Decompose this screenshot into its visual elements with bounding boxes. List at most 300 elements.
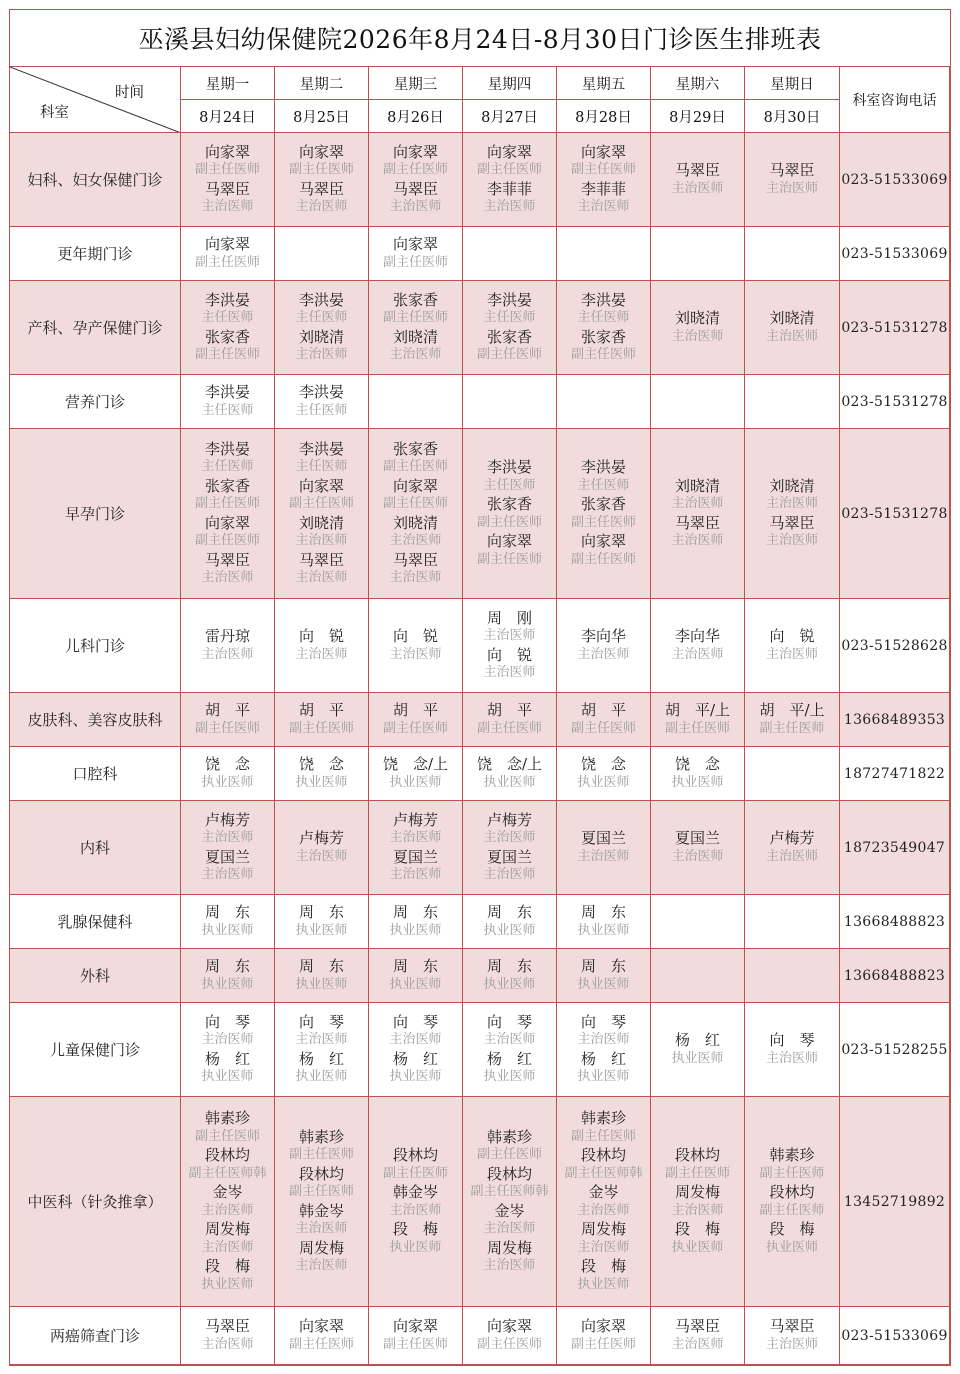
doctor-title: 执业医师 — [577, 774, 630, 790]
doctor-title: 主治医师 — [389, 199, 442, 214]
department-name: 口腔科 — [72, 765, 118, 783]
department-cell — [10, 227, 181, 281]
doctor-name: 雷丹琼 — [204, 627, 250, 645]
doctor-name: 杨 红 — [674, 1031, 720, 1049]
schedule-cell — [275, 693, 369, 747]
schedule-cell — [463, 375, 557, 429]
doctor-title: 副主任医师 — [759, 1165, 825, 1181]
phone-cell — [840, 133, 950, 227]
doctor-name: 李洪晏 — [204, 290, 250, 309]
schedule-cell — [275, 133, 369, 227]
weekday-header — [463, 67, 557, 100]
doctor-name: 向 琴 — [298, 1012, 344, 1031]
doctor-name: 杨 红 — [392, 1049, 438, 1068]
doctor-title: 主治医师 — [765, 180, 818, 196]
phone-cell — [840, 281, 950, 375]
doctor-name: 胡 平 — [486, 701, 532, 719]
schedule-cell — [463, 1097, 557, 1307]
doctor-title: 主治医师 — [201, 1202, 254, 1218]
doctor-title: 副主任医师 — [288, 496, 354, 511]
doctor-title: 执业医师 — [483, 774, 536, 790]
doctor-name: 周 东 — [204, 903, 250, 921]
doctor-title: 副主任医师 — [759, 720, 825, 736]
doctor-name: 韩金岑 — [392, 1183, 438, 1201]
schedule-cell — [651, 281, 745, 375]
doctor-name: 杨 红 — [580, 1049, 626, 1068]
doctor-title: 主治医师 — [201, 199, 254, 214]
schedule-cell — [463, 1003, 557, 1097]
doctor-name: 周 刚 — [486, 608, 532, 627]
phone-cell — [840, 1097, 950, 1307]
schedule-cell — [181, 1307, 275, 1365]
schedule-cell — [557, 747, 651, 801]
doctor-name: 韩素珍 — [580, 1109, 626, 1127]
doctor-title: 执业医师 — [295, 922, 348, 938]
phone-cell — [840, 375, 950, 429]
doctor-title: 副主任医师韩 — [188, 1165, 267, 1181]
doctor-title: 主治医师 — [295, 1032, 348, 1047]
schedule-cell — [463, 227, 557, 281]
doctor-title: 主治医师 — [389, 867, 442, 882]
schedule-cell — [557, 429, 651, 599]
schedule-cell — [369, 429, 463, 599]
schedule-cell — [275, 281, 369, 375]
schedule-cell — [745, 429, 840, 599]
phone-cell — [840, 429, 950, 599]
weekday-header — [181, 67, 275, 100]
department-name: 妇科、妇女保健门诊 — [27, 171, 163, 189]
doctor-name: 饶 念 — [298, 755, 344, 773]
doctor-title: 主治医师 — [201, 570, 254, 585]
department-cell — [10, 1097, 181, 1307]
doctor-title: 执业医师 — [483, 922, 536, 938]
schedule-cell — [745, 895, 840, 949]
phone-number: 13452719892 — [843, 1193, 946, 1210]
doctor-title: 执业医师 — [577, 1069, 630, 1084]
doctor-name: 韩素珍 — [298, 1127, 344, 1146]
doctor-title: 副主任医师 — [476, 162, 542, 177]
department-name: 儿科门诊 — [64, 637, 125, 655]
doctor-name: 向家翠 — [580, 142, 626, 161]
department-cell — [10, 281, 181, 375]
doctor-title: 副主任医师 — [382, 162, 448, 177]
date-header — [463, 100, 557, 133]
doctor-title: 主治医师 — [483, 665, 536, 680]
doctor-name: 李向华 — [580, 627, 626, 645]
schedule-cell — [275, 1003, 369, 1097]
doctor-title: 主治医师 — [765, 328, 818, 344]
doctor-name: 饶 念 — [580, 755, 626, 773]
schedule-cell — [651, 949, 745, 1003]
doctor-title: 主任医师 — [483, 310, 536, 325]
schedule-cell — [651, 801, 745, 895]
date-header — [557, 100, 651, 133]
doctor-title: 主治医师 — [671, 848, 724, 864]
doctor-title: 主任医师 — [295, 310, 348, 325]
doctor-name: 向家翠 — [392, 476, 438, 495]
schedule-cell — [745, 693, 840, 747]
doctor-name: 周 东 — [298, 957, 344, 975]
doctor-name: 李洪晏 — [298, 383, 344, 401]
doctor-name: 马翠臣 — [769, 1317, 815, 1335]
department-cell — [10, 375, 181, 429]
doctor-name: 卢梅芳 — [392, 810, 438, 829]
date-label: 8月28日 — [575, 109, 632, 126]
date-label: 8月25日 — [293, 109, 350, 126]
doctor-name: 周 东 — [204, 957, 250, 975]
doctor-title: 主治医师 — [483, 1258, 536, 1273]
doctor-title: 主治医师 — [483, 199, 536, 214]
doctor-title: 主治医师 — [201, 1336, 254, 1352]
phone-number: 13668488823 — [843, 913, 946, 930]
doctor-name: 韩素珍 — [769, 1146, 815, 1164]
doctor-name: 向 琴 — [486, 1012, 532, 1031]
doctor-name: 段 梅 — [674, 1220, 720, 1238]
doctor-name: 李洪晏 — [580, 458, 626, 476]
doctor-title: 主治医师 — [577, 1032, 630, 1047]
doctor-title: 执业医师 — [295, 1069, 348, 1084]
department-name: 外科 — [79, 967, 110, 985]
doctor-name: 夏国兰 — [674, 829, 720, 847]
doctor-name: 李洪晏 — [204, 383, 250, 401]
doctor-name: 周发梅 — [580, 1220, 626, 1238]
doctor-title: 副主任医师 — [194, 254, 260, 270]
schedule-cell — [369, 227, 463, 281]
department-name: 皮肤科、美容皮肤科 — [27, 711, 163, 729]
doctor-title: 主治医师 — [389, 533, 442, 548]
doctor-title: 执业医师 — [389, 922, 442, 938]
schedule-cell — [369, 1307, 463, 1365]
schedule-cell — [369, 895, 463, 949]
doctor-name: 韩素珍 — [204, 1109, 250, 1127]
doctor-title: 主治医师 — [295, 199, 348, 214]
doctor-name: 向家翠 — [486, 1317, 532, 1335]
phone-cell — [840, 747, 950, 801]
schedule-sheet — [9, 9, 951, 1366]
doctor-title: 副主任医师 — [288, 1336, 354, 1352]
doctor-title: 主治医师 — [765, 1050, 818, 1066]
doctor-name: 段林均 — [204, 1146, 250, 1164]
phone-cell — [840, 693, 950, 747]
doctor-name: 段 梅 — [204, 1257, 250, 1275]
schedule-cell — [369, 281, 463, 375]
doctor-title: 主治医师 — [389, 1032, 442, 1047]
doctor-title: 主任医师 — [577, 477, 630, 493]
schedule-cell — [463, 133, 557, 227]
doctor-title: 副主任医师 — [570, 720, 636, 736]
doctor-name: 向家翠 — [486, 142, 532, 161]
weekday-label: 星期二 — [299, 76, 344, 93]
doctor-name: 李洪晏 — [580, 290, 626, 309]
doctor-title: 执业医师 — [671, 1239, 724, 1255]
doctor-name: 卢梅芳 — [769, 829, 815, 847]
doctor-name: 周发梅 — [298, 1238, 344, 1257]
phone-number: 023-51533069 — [841, 171, 948, 188]
doctor-title: 主治医师 — [577, 646, 630, 662]
doctor-title: 主治医师 — [577, 199, 630, 214]
schedule-cell — [463, 801, 557, 895]
department-name: 早孕门诊 — [64, 505, 125, 523]
schedule-cell — [745, 1003, 840, 1097]
schedule-cell — [181, 693, 275, 747]
doctor-title: 主任医师 — [201, 459, 254, 474]
doctor-name: 向家翠 — [204, 235, 250, 253]
doctor-name: 韩金岑 — [298, 1201, 344, 1220]
doctor-name: 向 锐 — [769, 627, 815, 645]
doctor-name: 周 东 — [392, 957, 438, 975]
doctor-name: 马翠臣 — [204, 550, 250, 569]
doctor-title: 主治医师 — [201, 867, 254, 882]
doctor-title: 副主任医师 — [664, 1165, 730, 1181]
doctor-name: 向家翠 — [392, 142, 438, 161]
phone-cell — [840, 227, 950, 281]
phone-number: 13668489353 — [843, 711, 946, 728]
doctor-title: 主治医师 — [483, 628, 536, 643]
corner-dept-label: 科室 — [40, 105, 69, 121]
schedule-cell — [651, 375, 745, 429]
doctor-title: 主治医师 — [577, 1239, 630, 1255]
doctor-title: 主治医师 — [671, 1336, 724, 1352]
doctor-name: 刘晓清 — [392, 513, 438, 532]
doctor-name: 刘晓清 — [674, 309, 720, 327]
doctor-title: 主治医师 — [671, 496, 724, 511]
schedule-cell — [651, 1097, 745, 1307]
schedule-cell — [557, 599, 651, 693]
doctor-title: 主治医师 — [765, 848, 818, 864]
doctor-name: 李洪晏 — [298, 439, 344, 458]
doctor-title: 主治医师 — [295, 848, 348, 864]
schedule-cell — [181, 1097, 275, 1307]
department-name: 儿童保健门诊 — [49, 1041, 140, 1059]
schedule-cell — [275, 1097, 369, 1307]
schedule-cell — [651, 429, 745, 599]
doctor-title: 执业医师 — [295, 976, 348, 992]
schedule-cell — [181, 895, 275, 949]
doctor-name: 李菲菲 — [486, 179, 532, 198]
date-header — [369, 100, 463, 133]
date-label: 8月30日 — [763, 109, 821, 126]
doctor-title: 执业医师 — [483, 1069, 536, 1084]
doctor-name: 段林均 — [392, 1146, 438, 1164]
doctor-name: 向家翠 — [298, 1317, 344, 1335]
schedule-cell — [463, 1307, 557, 1365]
doctor-title: 执业医师 — [577, 922, 630, 938]
department-cell — [10, 133, 181, 227]
doctor-title: 副主任医师 — [288, 1147, 354, 1162]
phone-header-label: 科室咨询电话 — [852, 92, 937, 109]
schedule-cell — [275, 227, 369, 281]
doctor-name: 向家翠 — [392, 235, 438, 253]
doctor-title: 副主任医师 — [570, 1336, 636, 1352]
doctor-title: 主治医师 — [389, 1202, 442, 1218]
phone-cell — [840, 599, 950, 693]
doctor-title: 主治医师 — [201, 1032, 254, 1047]
doctor-title: 副主任医师 — [476, 1147, 542, 1162]
phone-number: 023-51531278 — [841, 505, 948, 522]
schedule-cell — [463, 429, 557, 599]
schedule-cell — [651, 227, 745, 281]
doctor-title: 主治医师 — [577, 1202, 630, 1218]
phone-header — [840, 67, 950, 133]
doctor-name: 马翠臣 — [298, 550, 344, 569]
doctor-title: 副主任医师 — [570, 514, 636, 530]
schedule-cell — [745, 281, 840, 375]
phone-cell — [840, 1003, 950, 1097]
doctor-name: 张家香 — [580, 495, 626, 513]
doctor-name: 金岑 — [494, 1201, 525, 1220]
doctor-title: 主任医师 — [201, 310, 254, 325]
doctor-title: 副主任医师 — [476, 514, 542, 530]
doctor-title: 副主任医师 — [382, 720, 448, 736]
doctor-title: 执业医师 — [201, 922, 254, 938]
doctor-title: 副主任医师 — [570, 551, 636, 567]
doctor-name: 向家翠 — [298, 476, 344, 495]
doctor-title: 副主任医师 — [382, 496, 448, 511]
schedule-cell — [651, 895, 745, 949]
weekday-label: 星期六 — [675, 76, 720, 93]
doctor-title: 副主任医师 — [288, 1184, 354, 1199]
department-cell — [10, 747, 181, 801]
department-cell — [10, 429, 181, 599]
schedule-cell — [369, 599, 463, 693]
schedule-cell — [745, 949, 840, 1003]
doctor-title: 副主任医师 — [570, 1128, 636, 1144]
doctor-name: 段林均 — [580, 1146, 626, 1164]
doctor-name: 张家香 — [580, 327, 626, 346]
doctor-title: 副主任医师 — [664, 720, 730, 736]
schedule-cell — [557, 895, 651, 949]
schedule-cell — [369, 747, 463, 801]
doctor-name: 段林均 — [674, 1146, 720, 1164]
doctor-name: 马翠臣 — [674, 161, 720, 179]
doctor-name: 李洪晏 — [204, 439, 250, 458]
doctor-name: 周 东 — [392, 903, 438, 921]
schedule-cell — [275, 801, 369, 895]
schedule-cell — [181, 801, 275, 895]
schedule-cell — [181, 429, 275, 599]
schedule-cell — [275, 895, 369, 949]
doctor-title: 执业医师 — [201, 1069, 254, 1084]
doctor-title: 主治医师 — [201, 830, 254, 845]
date-label: 8月24日 — [199, 109, 256, 126]
schedule-cell — [275, 1307, 369, 1365]
corner-time-label: 时间 — [115, 85, 144, 101]
doctor-title: 副主任医师 — [194, 496, 260, 511]
department-name: 内科 — [79, 839, 110, 857]
doctor-name: 饶 念 — [204, 755, 250, 773]
schedule-cell — [651, 747, 745, 801]
doctor-name: 段林均 — [486, 1164, 532, 1183]
doctor-name: 张家香 — [392, 439, 438, 458]
doctor-name: 李向华 — [674, 627, 720, 645]
doctor-title: 副主任医师韩 — [564, 1165, 643, 1181]
weekday-label: 星期三 — [393, 76, 438, 93]
schedule-cell — [745, 1097, 840, 1307]
schedule-cell — [369, 693, 463, 747]
doctor-name: 张家香 — [204, 476, 250, 495]
doctor-name: 马翠臣 — [392, 179, 438, 198]
doctor-name: 向 锐 — [392, 627, 438, 645]
schedule-cell — [369, 801, 463, 895]
phone-number: 023-51528255 — [841, 1041, 948, 1058]
doctor-title: 副主任医师 — [382, 1165, 448, 1181]
schedule-cell — [651, 1307, 745, 1365]
doctor-title: 副主任医师 — [194, 720, 260, 736]
doctor-title: 主治医师 — [671, 180, 724, 196]
doctor-title: 副主任医师 — [476, 347, 542, 362]
department-cell — [10, 949, 181, 1003]
doctor-name: 段 梅 — [392, 1220, 438, 1238]
weekday-header — [745, 67, 840, 100]
doctor-name: 胡 平/上 — [759, 701, 825, 719]
date-label: 8月27日 — [481, 109, 538, 126]
schedule-cell — [463, 949, 557, 1003]
weekday-label: 星期一 — [205, 76, 250, 93]
doctor-title: 主治医师 — [295, 533, 348, 548]
department-name: 产科、孕产保健门诊 — [27, 319, 163, 337]
doctor-name: 胡 平 — [580, 701, 626, 719]
doctor-name: 马翠臣 — [674, 513, 720, 532]
doctor-name: 向 琴 — [392, 1012, 438, 1031]
doctor-title: 主治医师 — [201, 1239, 254, 1255]
phone-number: 023-51531278 — [841, 319, 948, 336]
schedule-cell — [463, 281, 557, 375]
schedule-cell — [745, 599, 840, 693]
weekday-label: 星期五 — [581, 76, 626, 93]
phone-number: 023-51533069 — [841, 1327, 948, 1344]
schedule-cell — [181, 227, 275, 281]
doctor-name: 张家香 — [204, 327, 250, 346]
phone-number: 18723549047 — [843, 839, 946, 856]
schedule-cell — [557, 227, 651, 281]
doctor-title: 副主任医师 — [194, 162, 260, 177]
schedule-cell — [181, 599, 275, 693]
weekday-label: 星期日 — [770, 76, 814, 93]
schedule-cell — [557, 375, 651, 429]
doctor-name: 胡 平 — [298, 701, 344, 719]
doctor-name: 向家翠 — [204, 513, 250, 532]
doctor-title: 执业医师 — [389, 976, 442, 992]
schedule-cell — [369, 375, 463, 429]
schedule-cell — [745, 375, 840, 429]
schedule-cell — [557, 1003, 651, 1097]
doctor-name: 马翠臣 — [204, 1317, 250, 1335]
schedule-cell — [275, 599, 369, 693]
weekday-header — [275, 67, 369, 100]
doctor-title: 副主任医师 — [382, 254, 448, 270]
doctor-name: 刘晓清 — [298, 513, 344, 532]
schedule-cell — [651, 693, 745, 747]
schedule-cell — [557, 1307, 651, 1365]
doctor-name: 胡 平 — [204, 701, 250, 719]
doctor-title: 主任医师 — [483, 477, 536, 493]
weekday-header — [369, 67, 463, 100]
schedule-cell — [651, 133, 745, 227]
schedule-cell — [181, 1003, 275, 1097]
schedule-cell — [557, 1097, 651, 1307]
doctor-title: 副主任医师韩 — [470, 1184, 549, 1199]
doctor-title: 主治医师 — [671, 1202, 724, 1218]
department-name: 乳腺保健科 — [57, 913, 133, 931]
phone-cell — [840, 1307, 950, 1365]
date-header — [651, 100, 745, 133]
doctor-name: 周发梅 — [486, 1238, 532, 1257]
phone-cell — [840, 895, 950, 949]
doctor-title: 主任医师 — [295, 459, 348, 474]
doctor-name: 马翠臣 — [298, 179, 344, 198]
doctor-name: 马翠臣 — [204, 179, 250, 198]
doctor-name: 杨 红 — [298, 1049, 344, 1068]
